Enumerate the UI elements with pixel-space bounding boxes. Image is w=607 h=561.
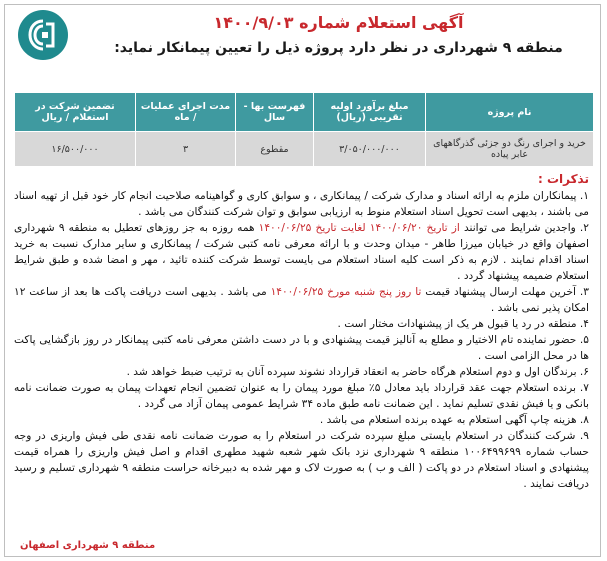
note-2-text: ۲. واجدین شرایط می توانند از تاریخ ۱۴۰۰/۰۶/۲۰ لغایت تاریخ ۱۴۰۰/۰۶/۲۵ همه روزه به جز روزهای تعطیل به منطقه ۹ شهرداری اصفهان واقع در خیابان میرزا طاهر - میدان وحدت و با ارائه معرفی نامه کتبی شرکت / پیمانکاری و سایر مدارک نسبت به خرید اسناد اقدام نمایند . لازم به ذکر است کلیه اسناد استعلام می بایست توسط شرکت کننده تائید ، مهر و امضا شده و طبق شرایط استعلام ضمیمه پیشنهاد گردد . <box>14 222 589 282</box>
note-item-2 <box>14 220 589 284</box>
logo-emblem-icon <box>26 18 60 52</box>
cell-project-name: خرید و اجرای رنگ دو جزئی گذرگاههای عابر پیاده <box>426 132 594 167</box>
note-item-1: ۱. پیمانکاران ملزم به ارائه اسناد و مدارک شرکت / پیمانکاری ، و سوابق کاری و گواهینامه صلاحیت انجام کار خود قبل از تهیه اسناد می باشند ، بدیهی است تحویل اسناد استعلام منوط به ارزیابی سوابق و توان شرکت کنندگان می باشد . <box>14 190 589 218</box>
cell-estimate: ۳/۰۵۰/۰۰۰/۰۰۰ <box>314 132 426 167</box>
highlighted-date: تا روز پنج شنبه مورخ ۱۴۰۰/۰۶/۲۵ <box>270 286 422 298</box>
cell-guarantee: ۱۶/۵۰۰/۰۰۰ <box>15 132 136 167</box>
cell-duration: ۳ <box>136 132 236 167</box>
highlighted-date: از تاریخ ۱۴۰۰/۰۶/۲۰ لغایت تاریخ ۱۴۰۰/۰۶/۲۵ <box>258 222 460 234</box>
project-table <box>14 92 594 167</box>
notice-subtitle: منطقه ۹ شهرداری در نظر دارد پروژه ذیل را تعیین پیمانکار نماید: <box>114 40 563 56</box>
notice-title: آگهی استعلام شماره ۱۴۰۰/۹/۰۳ <box>213 13 464 32</box>
col-duration: مدت اجرای عملیات / ماه <box>136 93 236 132</box>
table-header-row <box>15 93 594 132</box>
col-price-list: فهرست بها - سال <box>236 93 314 132</box>
municipality-logo <box>18 10 68 60</box>
notes-list <box>14 188 589 492</box>
table-row <box>15 132 594 167</box>
note-item-6: ۶. برندگان اول و دوم استعلام هرگاه حاضر به انعقاد قرارداد نشوند سپرده آنان به ترتیب ضبط خواهد شد . <box>126 366 589 378</box>
note-item-9: ۹. شرکت کنندگان در استعلام بایستی مبلغ سپرده شرکت در استعلام را به صورت ضمانت نامه نقدی طی فیش واریزی در وجه حساب شماره ۱۰۰۶۴۹۹۶۹۹ منطقه ۹ شهرداری نزد بانک شهر شعبه شهید مطهری اقدام و اصل فیش واریزی را همراه قیمت پیشنهادی و اسناد استعلام در دو پاکت ( الف و ب ) به صورت لاک و مهر شده به دبیرخانه حراست منطقه ۹ شهرداری تسلیم و رسید دریافت نمایند . <box>14 430 589 490</box>
col-estimate: مبلغ برآورد اولیه تقریبی (ریال) <box>314 93 426 132</box>
note-item-5: ۵. حضور نماینده تام الاختیار و مطلع به آنالیز قیمت پیشنهادی و با در دست داشتن معرفی نامه کتبی پیمانکار در روز بازگشایی پاکت ها در محل الزامی است . <box>14 334 589 362</box>
note-item-7: ۷. برنده استعلام جهت عقد قرارداد باید معادل ۵٪ مبلغ مورد پیمان را به عنوان تضمین انجام تعهدات پیمان به صورت ضمانت نامه بانکی و یا فیش نقدی تسلیم نماید . این ضمانت نامه طبق ماده ۳۴ شرایط عمومی پیمان آزاد می گردد . <box>14 382 589 410</box>
col-guarantee: تضمین شرکت در استعلام / ریال <box>15 93 136 132</box>
notes-heading: تذکرات : <box>537 172 589 186</box>
note-3-text: ۳. آخرین مهلت ارسال پیشنهاد قیمت تا روز پنج شنبه مورخ ۱۴۰۰/۰۶/۲۵ می باشد . بدیهی است دریافت پاکت ها بعد از ساعت ۱۲ امکان پذیر نمی باشد . <box>14 286 589 314</box>
note-item-4: ۴. منطقه در رد یا قبول هر یک از پیشنهادات مختار است . <box>337 318 589 330</box>
footer-signature: منطقه ۹ شهرداری اصفهان <box>20 540 156 551</box>
note-item-3 <box>14 284 589 316</box>
col-project-name: نام پروژه <box>426 93 594 132</box>
cell-price-list: مقطوع <box>236 132 314 167</box>
note-item-8: ۸. هزینه چاپ آگهی استعلام به عهده برنده استعلام می باشد . <box>319 414 589 426</box>
